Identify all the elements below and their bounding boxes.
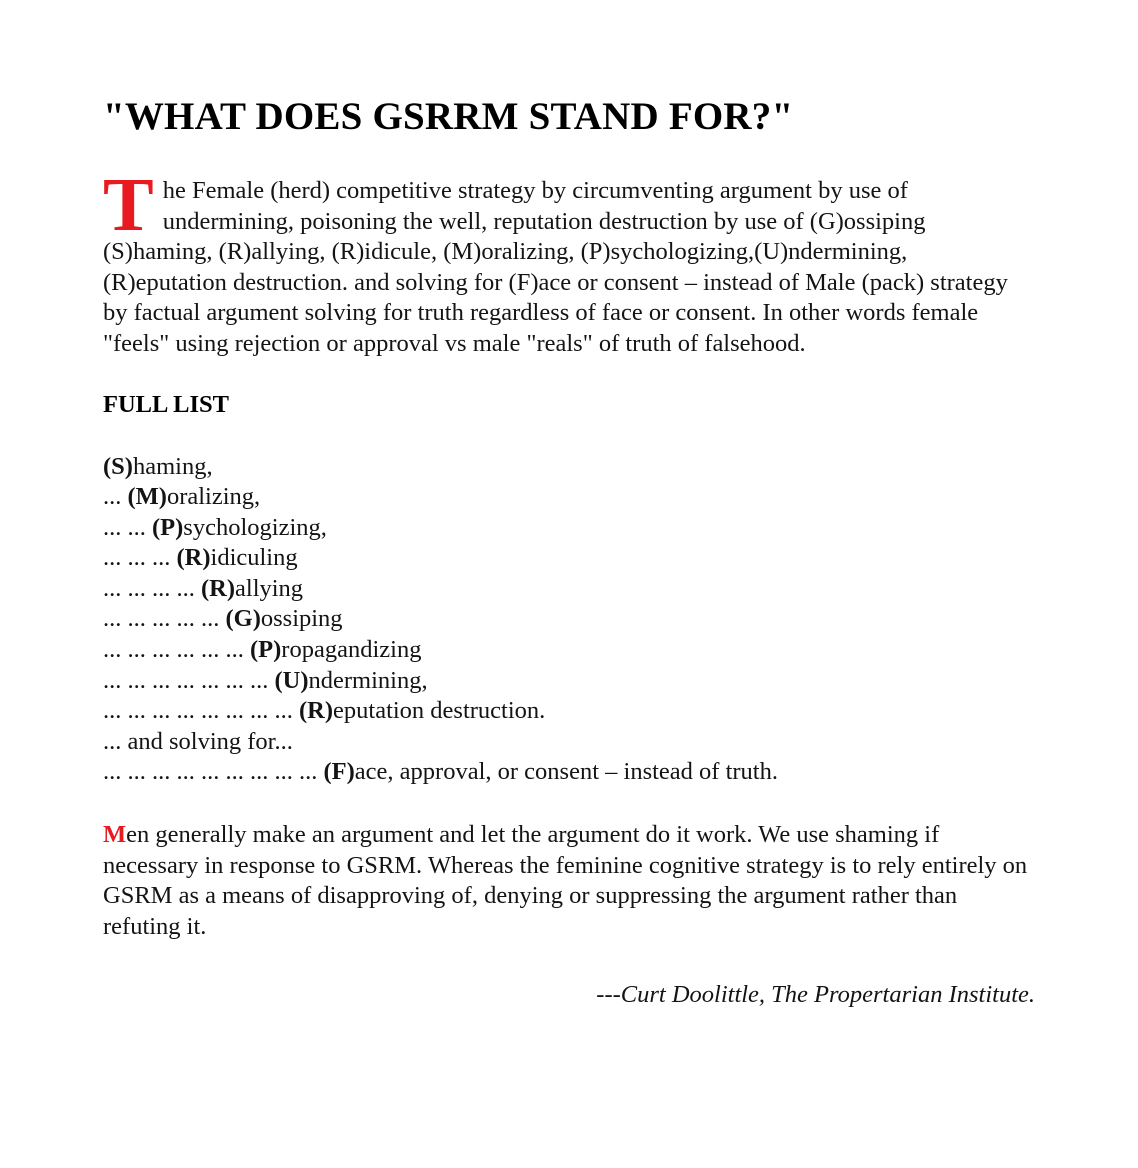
- list-item: [103, 604, 1035, 635]
- list-item: [103, 696, 1035, 727]
- list-item-text: eputation destruction.: [333, 697, 546, 725]
- list-item-text: idiculing: [210, 544, 298, 572]
- list-item-ellipsis-prefix: ... ... ...: [103, 544, 177, 572]
- list-item-ellipsis-prefix: ... ...: [103, 513, 152, 541]
- list-item-ellipsis-prefix: ... ... ... ... ...: [103, 605, 226, 633]
- list-item-ellipsis-prefix: ... ... ... ... ... ... ...: [103, 666, 275, 694]
- gsrrm-list: [103, 452, 1035, 789]
- list-item-text: ropagandizing: [281, 636, 422, 664]
- list-item-ellipsis-prefix: ... and solving for...: [103, 727, 293, 755]
- intro-paragraph: [103, 163, 1035, 359]
- list-item-bold-letter: (S): [103, 452, 133, 480]
- list-item-bold-letter: (F): [323, 758, 355, 786]
- list-item-bold-letter: (M): [127, 483, 167, 511]
- list-item-ellipsis-prefix: ... ... ... ... ... ...: [103, 636, 250, 664]
- list-item: [103, 666, 1035, 697]
- full-list-heading: FULL LIST: [103, 391, 229, 418]
- closing-text: en generally make an argument and let the argument do it work. We use shaming if necessary in response to GSRM. Whereas the feminine cognitive strategy is to rely entirely on GSRM as a means of disapproving of, denying or suppressing the argument rather than refuting it.: [103, 821, 1028, 940]
- lead-letter: M: [103, 821, 127, 849]
- list-item-bold-letter: (P): [250, 636, 282, 664]
- list-item-ellipsis-prefix: ... ... ... ... ... ... ... ... ...: [103, 758, 324, 786]
- list-item: [103, 482, 1035, 513]
- intro-text: he Female (herd) competitive strategy by circumventing argument by use of undermining, poisoning the well, reputation destruction by use of (G)ossiping (S)haming, (R)allying, (R)idicule, (M)oralizing, (P)sychologizing,(U)ndermining, (R)eputation destruction. and solving for (F)ace or consent – instead of Male (pack) strategy by factual argument solving for truth regardless of face or consent. In other words female "feels" using rejection or approval vs male "reals" of truth of falsehood.: [103, 177, 1008, 357]
- list-item-bold-letter: (P): [152, 513, 184, 541]
- list-item: [103, 574, 1035, 605]
- list-item-bold-letter: (R): [176, 544, 211, 572]
- list-item-bold-letter: (G): [225, 605, 261, 633]
- closing-paragraph: [103, 820, 1035, 942]
- list-item: [103, 513, 1035, 544]
- list-item-text: ndermining,: [308, 666, 428, 694]
- list-item-ellipsis-prefix: ... ... ... ... ... ... ... ...: [103, 697, 299, 725]
- attribution: ---Curt Doolittle, The Propertarian Institute.: [596, 981, 1035, 1009]
- list-item: [103, 543, 1035, 574]
- list-item: [103, 727, 1035, 758]
- list-item-bold-letter: (R): [201, 574, 236, 602]
- dropcap-letter: T: [103, 163, 154, 247]
- list-item-text: ace, approval, or consent – instead of truth.: [354, 758, 778, 786]
- list-item-ellipsis-prefix: ... ... ... ...: [103, 574, 201, 602]
- list-item-text: ossiping: [260, 605, 343, 633]
- list-item-bold-letter: (U): [274, 666, 309, 694]
- list-item-text: allying: [235, 574, 304, 602]
- list-item-text: sychologizing,: [183, 513, 327, 541]
- list-item-text: oralizing,: [166, 483, 261, 511]
- list-item-text: haming,: [132, 452, 213, 480]
- list-item: [103, 757, 1035, 788]
- list-item-bold-letter: (R): [299, 697, 334, 725]
- list-item-ellipsis-prefix: ...: [103, 483, 128, 511]
- page-title: "WHAT DOES GSRRM STAND FOR?": [103, 95, 794, 138]
- list-item: [103, 452, 1035, 483]
- list-item: [103, 635, 1035, 666]
